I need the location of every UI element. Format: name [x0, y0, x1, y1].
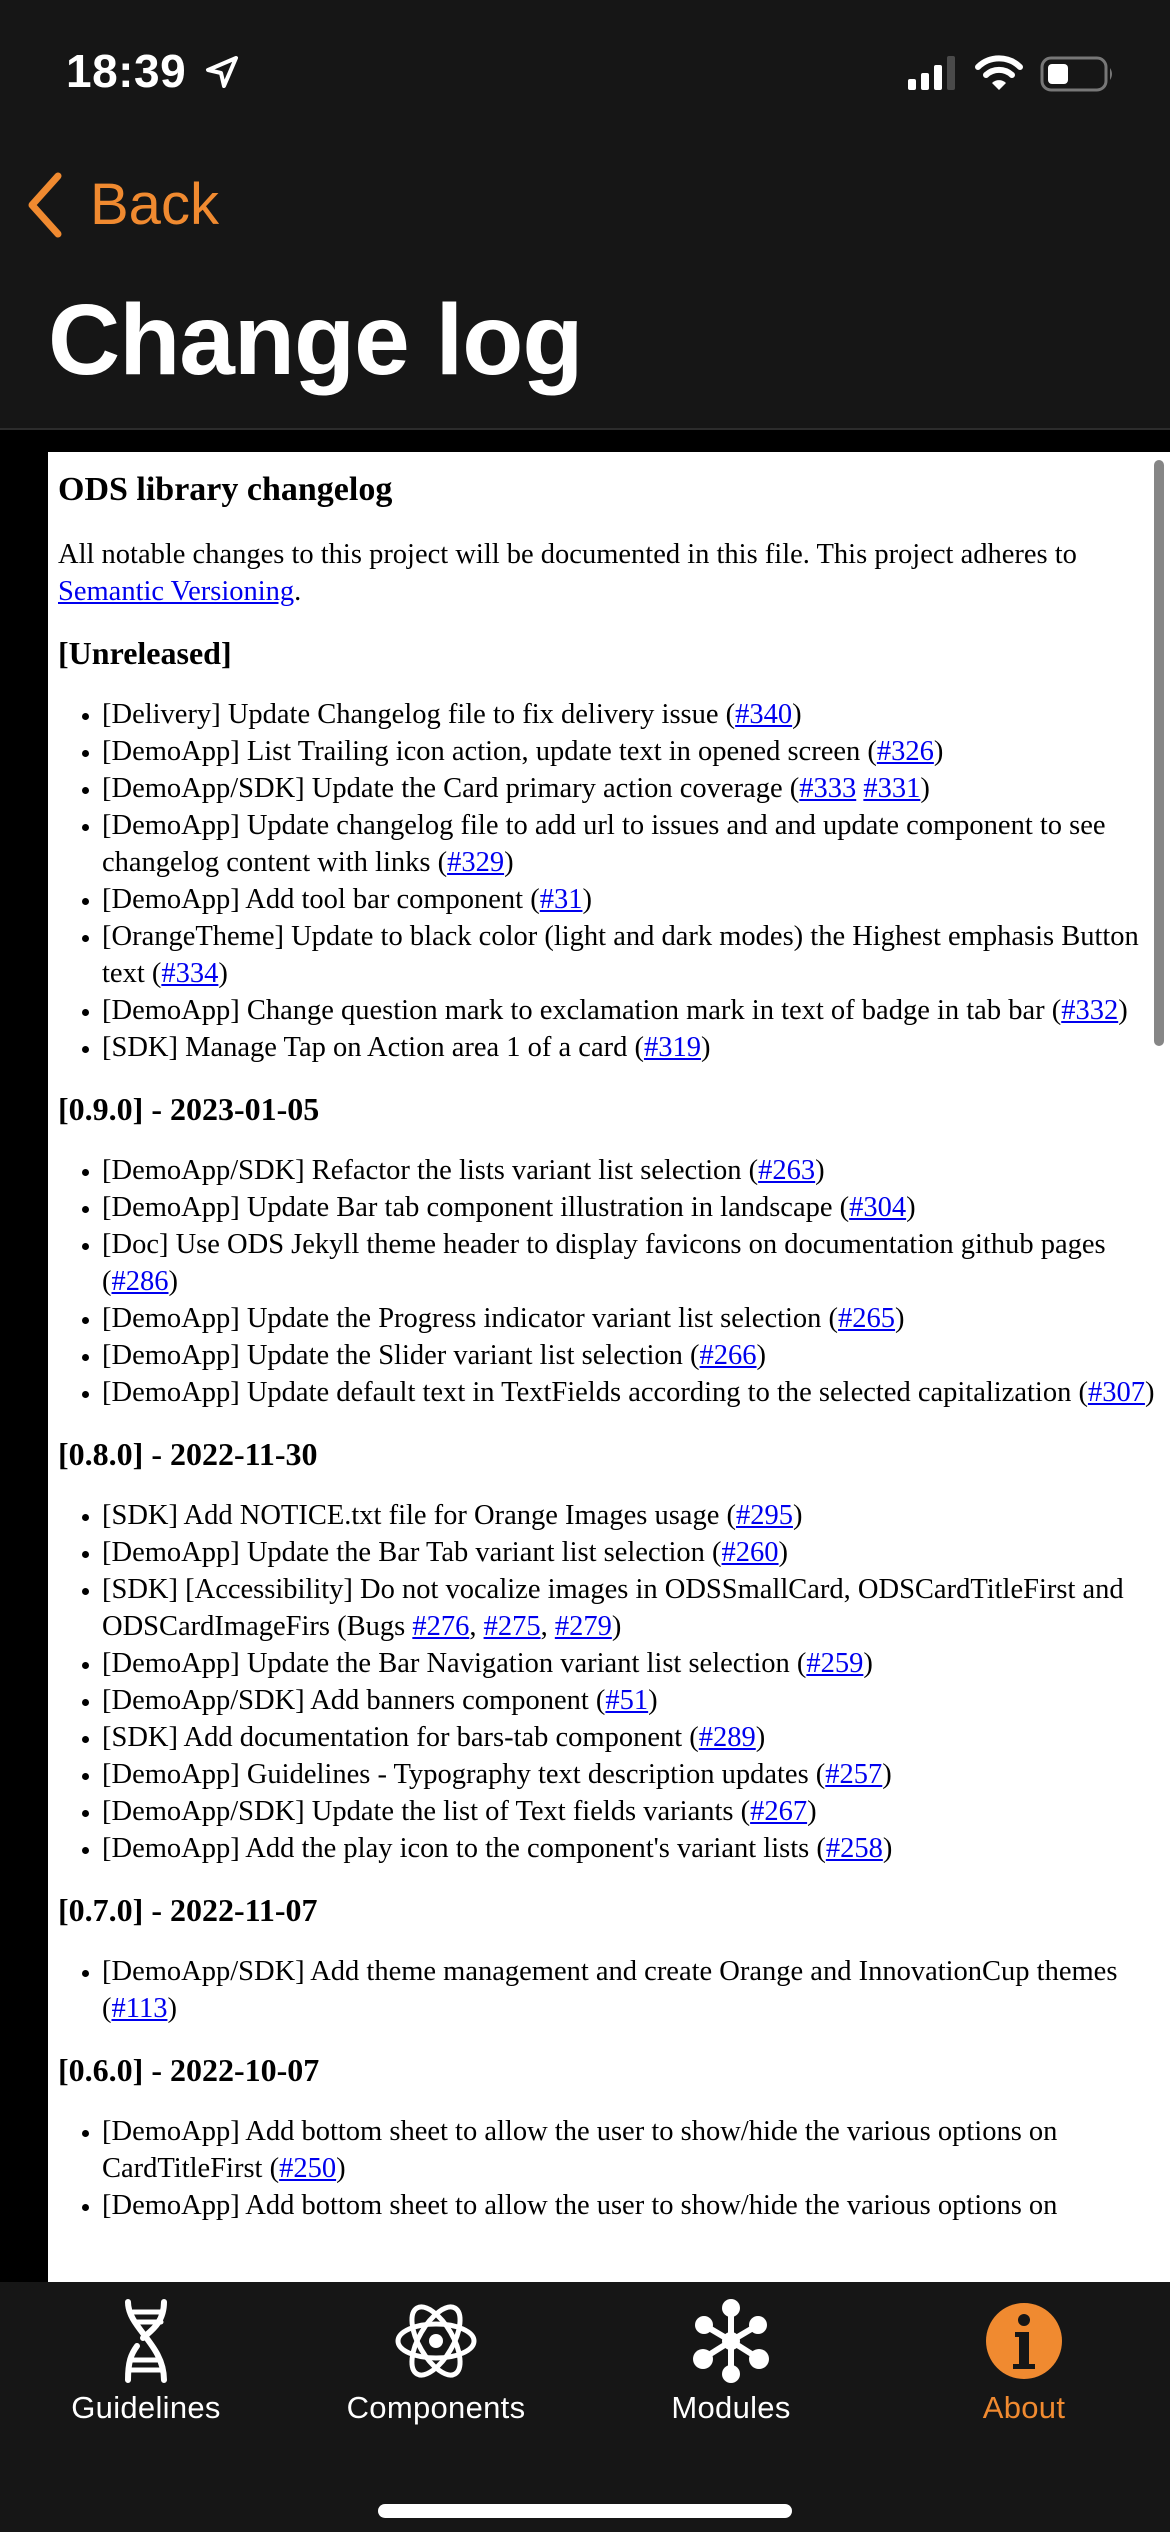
change-text: [SDK] Add NOTICE.txt file for Orange Images usage (: [102, 1500, 736, 1531]
change-item: • [DemoApp] List Trailing icon action, update text in opened screen (#326): [102, 733, 1160, 770]
issue-link[interactable]: #266: [699, 1340, 757, 1371]
home-indicator[interactable]: [378, 2504, 792, 2518]
changes-list: [58, 1497, 1160, 1867]
change-text: [DemoApp/SDK] Refactor the lists variant list selection (: [102, 1155, 759, 1186]
molecule-icon: [686, 2298, 776, 2384]
version-heading: [0.9.0] - 2023-01-05: [58, 1091, 320, 1127]
change-text: [DemoApp/SDK] Add banners component (: [102, 1685, 606, 1716]
change-item: • [DemoApp/SDK] Refactor the lists variant list selection (#263): [102, 1152, 1160, 1189]
issue-link[interactable]: #289: [698, 1722, 756, 1753]
tab-components[interactable]: [290, 2298, 582, 2438]
intro-paragraph: All notable changes to this project will be documented in this file. This project adheres to Semantic Versioning.: [58, 539, 1077, 607]
issue-link[interactable]: #250: [279, 2153, 337, 2184]
version-heading: [Unreleased]: [58, 635, 232, 671]
issue-link[interactable]: #332: [1061, 995, 1119, 1026]
issue-link[interactable]: #329: [447, 847, 505, 878]
tab-label: Modules: [671, 2390, 791, 2425]
issue-link[interactable]: #260: [721, 1537, 779, 1568]
change-item: • [DemoApp/SDK] Add banners component (#51): [102, 1682, 1160, 1719]
tab-label: Components: [346, 2390, 526, 2425]
change-text: [DemoApp] Guidelines - Typography text description updates (: [102, 1759, 826, 1790]
status-bar: [0, 0, 1170, 150]
change-text: [DemoApp] Update Bar tab component illustration in landscape (: [102, 1192, 850, 1223]
battery-icon: [1040, 56, 1116, 92]
change-item: • [SDK] Add NOTICE.txt file for Orange Images usage (#295): [102, 1497, 1160, 1534]
change-item: • [DemoApp] Add the play icon to the component's variant lists (#258): [102, 1830, 1160, 1867]
intro-text: All notable changes to this project will be documented in this file. This project adheres to: [58, 539, 1077, 570]
tab-guidelines[interactable]: [0, 2298, 292, 2438]
issue-link[interactable]: #265: [838, 1303, 896, 1334]
change-text: [DemoApp/SDK] Add theme management and create Orange and InnovationCup themes (: [102, 1956, 1118, 2024]
change-item: • [DemoApp/SDK] Update the Card primary action coverage (#333 #331): [102, 770, 1160, 807]
navigation-header: [0, 150, 1170, 430]
change-item: • [SDK] Add documentation for bars-tab component (#289): [102, 1719, 1160, 1756]
change-text: [DemoApp] Update the Progress indicator variant list selection (: [102, 1303, 839, 1334]
document-title: ODS library changelog: [58, 471, 393, 508]
issue-link[interactable]: #326: [876, 736, 934, 767]
issue-link[interactable]: #279: [554, 1611, 612, 1642]
change-text: [SDK] Manage Tap on Action area 1 of a card (: [102, 1032, 644, 1063]
tab-label: Guidelines: [71, 2390, 221, 2425]
change-text: [DemoApp] Update changelog file to add url to issues and and update component to see changelog content with links (: [102, 810, 1106, 878]
change-item: • [DemoApp] Update the Bar Navigation variant list selection (#259): [102, 1645, 1160, 1682]
tab-about[interactable]: [878, 2298, 1170, 2438]
change-item: • [DemoApp] Change question mark to exclamation mark in text of badge in tab bar (#332): [102, 992, 1160, 1029]
change-item: • [Delivery] Update Changelog file to fix delivery issue (#340): [102, 696, 1160, 733]
issue-link[interactable]: #31: [539, 884, 583, 915]
issue-link[interactable]: #259: [806, 1648, 864, 1679]
change-text: [SDK] Add documentation for bars-tab component (: [102, 1722, 699, 1753]
page-title: Change log: [48, 284, 583, 396]
info-icon: [979, 2298, 1069, 2384]
changelog-webview[interactable]: [48, 452, 1170, 2282]
wifi-icon: [975, 54, 1023, 92]
tab-modules[interactable]: [585, 2298, 877, 2438]
scrollbar[interactable]: [1154, 460, 1164, 1046]
change-item: • [Doc] Use ODS Jekyll theme header to display favicons on documentation github pages (#286): [102, 1226, 1160, 1300]
changes-list: [58, 2113, 1160, 2224]
location-arrow-icon: [202, 52, 242, 92]
changes-list: [58, 1152, 1160, 1411]
changelog-document: [48, 452, 1170, 2224]
atom-icon: [391, 2298, 481, 2384]
change-text: [DemoApp] Update the Slider variant list selection (: [102, 1340, 700, 1371]
changes-list: [58, 696, 1160, 1066]
change-item: • [OrangeTheme] Update to black color (light and dark modes) the Highest emphasis Button text (#334): [102, 918, 1160, 992]
semantic-versioning-link[interactable]: Semantic Versioning: [58, 576, 295, 607]
tab-bar: [0, 2282, 1170, 2532]
change-text: [DemoApp] Update default text in TextFields according to the selected capitalization (: [102, 1377, 1088, 1408]
change-text: [DemoApp] Change question mark to exclamation mark in text of badge in tab bar (: [102, 995, 1062, 1026]
dna-icon: [101, 2298, 191, 2384]
issue-link[interactable]: #307: [1087, 1377, 1145, 1408]
issue-link[interactable]: #333: [799, 773, 857, 804]
change-item: • [DemoApp] Update the Bar Tab variant list selection (#260): [102, 1534, 1160, 1571]
change-item: • [DemoApp/SDK] Add theme management and create Orange and InnovationCup themes (#113): [102, 1953, 1160, 2027]
change-text: [Delivery] Update Changelog file to fix delivery issue (: [102, 699, 736, 730]
change-text: [DemoApp] Add the play icon to the component's variant lists (: [102, 1833, 826, 1864]
change-text: [OrangeTheme] Update to black color (light and dark modes) the Highest emphasis Button text (: [102, 921, 1139, 989]
change-text: [DemoApp] Add bottom sheet to allow the user to show/hide the various options on CardTitleFirst (: [102, 2116, 1058, 2184]
change-text: [DemoApp/SDK] Update the Card primary action coverage (: [102, 773, 800, 804]
change-text: [SDK] [Accessibility] Do not vocalize images in ODSSmallCard, ODSCardTitleFirst and ODSCardImageFirs (Bugs: [102, 1574, 1124, 1642]
version-heading: [0.7.0] - 2022-11-07: [58, 1892, 318, 1928]
issue-link[interactable]: #304: [849, 1192, 907, 1223]
change-item: • [DemoApp] Update the Slider variant list selection (#266): [102, 1337, 1160, 1374]
change-item: • [DemoApp] Update Bar tab component illustration in landscape (#304): [102, 1189, 1160, 1226]
version-heading: [0.8.0] - 2022-11-30: [58, 1436, 318, 1472]
tab-label: About: [982, 2390, 1066, 2425]
change-item: [102, 2187, 1160, 2224]
change-item: • [DemoApp] Update the Progress indicator variant list selection (#265): [102, 1300, 1160, 1337]
change-item: • [DemoApp/SDK] Update the list of Text fields variants (#267): [102, 1793, 1160, 1830]
change-text: [DemoApp] List Trailing icon action, update text in opened screen (: [102, 736, 877, 767]
back-label: Back: [90, 172, 219, 237]
change-item: • [DemoApp] Update changelog file to add url to issues and and update component to see changelog content with links (#329): [102, 807, 1160, 881]
change-item: • [DemoApp] Update default text in TextFields according to the selected capitalization (#307): [102, 1374, 1160, 1411]
change-item: • [SDK] [Accessibility] Do not vocalize images in ODSSmallCard, ODSCardTitleFirst and ODSCardImageFirs (Bugs #276, #275, #279): [102, 1571, 1160, 1645]
change-text: [DemoApp] Update the Bar Navigation variant list selection (: [102, 1648, 807, 1679]
chevron-left-icon: [24, 172, 64, 238]
cellular-signal-icon: [907, 55, 959, 91]
change-text: [DemoApp] Add bottom sheet to allow the user to show/hide the various options on: [102, 2190, 1058, 2221]
issue-link[interactable]: #257: [825, 1759, 883, 1790]
issue-link[interactable]: #51: [605, 1685, 649, 1716]
change-item: • [DemoApp] Guidelines - Typography text description updates (#257): [102, 1756, 1160, 1793]
change-item: • [DemoApp] Add tool bar component (#31): [102, 881, 1160, 918]
change-text: [DemoApp] Add tool bar component (: [102, 884, 540, 915]
status-time: 18:39: [66, 45, 187, 97]
issue-link[interactable]: #286: [111, 1266, 169, 1297]
change-text: [Doc] Use ODS Jekyll theme header to display favicons on documentation github pages (: [102, 1229, 1106, 1297]
changes-list: [58, 1953, 1160, 2027]
issue-link[interactable]: #319: [643, 1032, 701, 1063]
issue-link[interactable]: #263: [758, 1155, 816, 1186]
back-button[interactable]: [24, 170, 219, 240]
issue-link[interactable]: #331: [863, 773, 921, 804]
issue-link[interactable]: #113: [111, 1993, 168, 2024]
change-text: [DemoApp] Update the Bar Tab variant list selection (: [102, 1537, 722, 1568]
issue-link[interactable]: #258: [825, 1833, 883, 1864]
issue-link[interactable]: #334: [161, 958, 219, 989]
change-text: [DemoApp/SDK] Update the list of Text fields variants (: [102, 1796, 751, 1827]
change-item: • [DemoApp] Add bottom sheet to allow the user to show/hide the various options on CardTitleFirst (#250): [102, 2113, 1160, 2187]
issue-link[interactable]: #340: [735, 699, 793, 730]
issue-link[interactable]: #267: [750, 1796, 808, 1827]
change-item: • [SDK] Manage Tap on Action area 1 of a card (#319): [102, 1029, 1160, 1066]
issue-link[interactable]: #295: [735, 1500, 793, 1531]
issue-link[interactable]: #276: [412, 1611, 470, 1642]
version-heading: [0.6.0] - 2022-10-07: [58, 2052, 320, 2088]
issue-link[interactable]: #275: [483, 1611, 541, 1642]
changelog-sections: [58, 632, 1160, 2224]
